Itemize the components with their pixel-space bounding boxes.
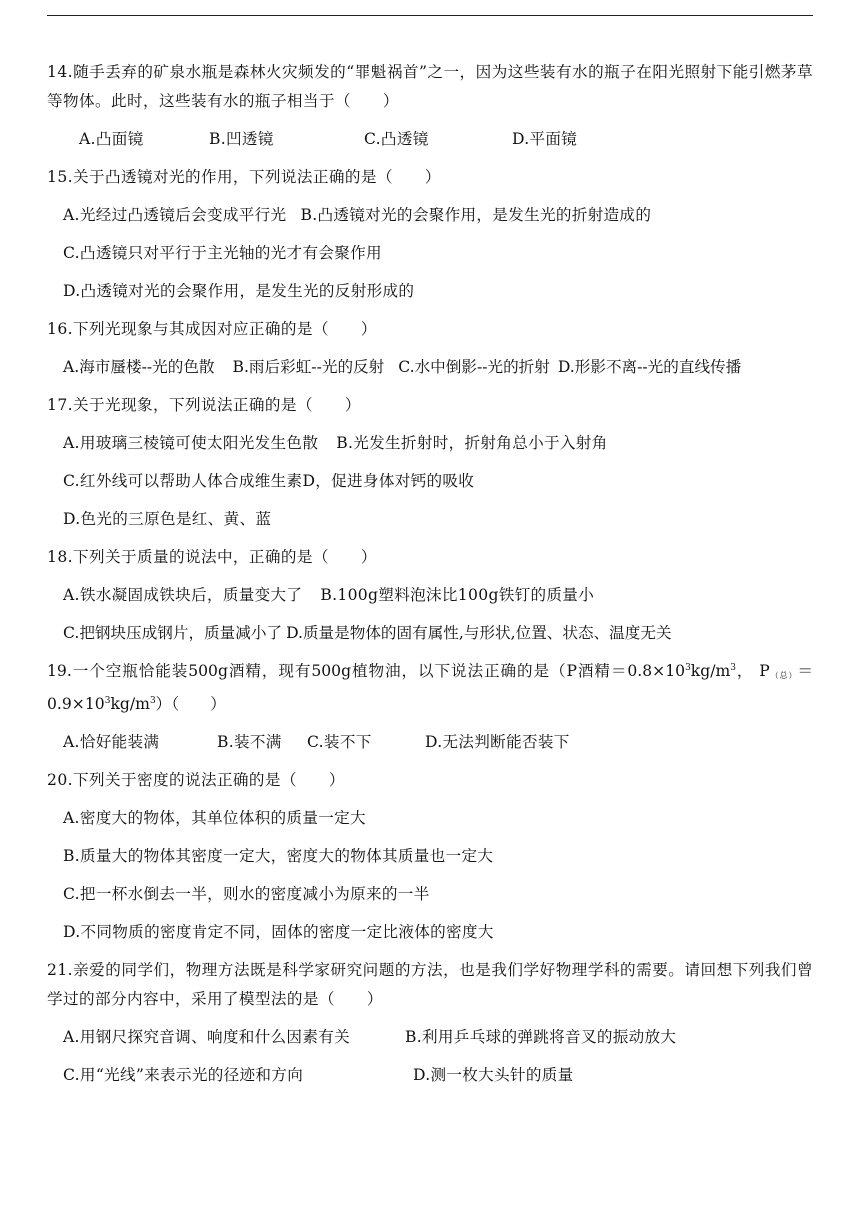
question-17-option-d-line bbox=[47, 505, 813, 534]
option-c[interactable]: C.把钢块压成钢片，质量减小了 bbox=[63, 624, 283, 642]
question-15-option-d-line bbox=[47, 277, 813, 306]
option-b[interactable]: B.利用乒乓球的弹跳将音叉的振动放大 bbox=[405, 1028, 677, 1046]
stem-part: ， P bbox=[736, 662, 770, 680]
question-19-stem bbox=[47, 657, 813, 719]
question-20-option-d-line bbox=[47, 918, 813, 947]
question-15-option-c-line bbox=[47, 239, 813, 268]
option-b[interactable]: B.100g塑料泡沫比100g铁钉的质量小 bbox=[320, 586, 595, 604]
question-21-options-cd bbox=[47, 1061, 813, 1090]
question-21-stem: 21.亲爱的同学们，物理方法既是科学家研究问题的方法，也是我们学好物理学科的需要。请回想下列我们曾学过的部分内容中，采用了模型法的是（ ） bbox=[47, 961, 813, 1008]
option-a[interactable]: A.用钢尺探究音调、响度和什么因素有关 bbox=[63, 1028, 351, 1046]
option-d[interactable]: D.无法判断能否装下 bbox=[425, 733, 570, 751]
question-20-stem: 20.下列关于密度的说法正确的是（ ） bbox=[47, 771, 345, 789]
option-d[interactable]: D.凸透镜对光的会聚作用，是发生光的反射形成的 bbox=[63, 282, 415, 300]
top-divider bbox=[47, 15, 813, 16]
question-20-option-a-line bbox=[47, 804, 813, 833]
option-b[interactable]: B.雨后彩虹--光的反射 bbox=[232, 358, 385, 376]
exponent: 3 bbox=[730, 662, 737, 673]
exponent: 3 bbox=[685, 662, 691, 673]
question-19-options bbox=[47, 728, 813, 757]
question-list bbox=[47, 58, 813, 1099]
question-18-stem: 18.下列关于质量的说法中，正确的是（ ） bbox=[47, 548, 377, 566]
option-d[interactable]: D.测一枚大头针的质量 bbox=[413, 1066, 574, 1084]
option-d[interactable]: D.质量是物体的固有属性,与形状,位置、状态、温度无关 bbox=[286, 624, 672, 642]
option-a[interactable]: A.密度大的物体，其单位体积的质量一定大 bbox=[63, 809, 366, 827]
exponent: 3 bbox=[149, 695, 156, 706]
option-d[interactable]: D.平面镜 bbox=[512, 130, 578, 148]
question-17-option-c-line bbox=[47, 467, 813, 496]
option-d[interactable]: D.不同物质的密度肯定不同，固体的密度一定比液体的密度大 bbox=[63, 923, 494, 941]
option-c[interactable]: C.用“光线”来表示光的径迹和方向 bbox=[63, 1066, 304, 1084]
option-d[interactable]: D.色光的三原色是红、黄、蓝 bbox=[63, 510, 272, 528]
stem-part: 19.一个空瓶恰能装500g酒精，现有500g植物油，以下说法正确的是（P酒精＝0.8×10 bbox=[47, 662, 686, 680]
subscript-label: （总） bbox=[769, 671, 798, 680]
option-c[interactable]: C.凸透镜 bbox=[364, 130, 429, 148]
stem-part: kg/m bbox=[110, 695, 150, 713]
option-d[interactable]: D.形影不离--光的直线传播 bbox=[557, 358, 742, 376]
question-15-options-ab bbox=[47, 201, 813, 230]
option-b[interactable]: B.凹透镜 bbox=[209, 130, 274, 148]
option-a[interactable]: A.海市蜃楼--光的色散 bbox=[63, 358, 215, 376]
question-14-options bbox=[47, 125, 813, 154]
question-20-option-c-line bbox=[47, 880, 813, 909]
question-17-options-ab bbox=[47, 429, 813, 458]
option-b[interactable]: B.质量大的物体其密度一定大，密度大的物体其质量也一定大 bbox=[63, 847, 494, 865]
question-16-options bbox=[47, 353, 813, 382]
option-a[interactable]: A.凸面镜 bbox=[79, 130, 144, 148]
option-a[interactable]: A.用玻璃三棱镜可使太阳光发生色散 bbox=[63, 434, 319, 452]
option-a[interactable]: A.铁水凝固成铁块后，质量变大了 bbox=[63, 586, 303, 604]
option-b[interactable]: B.装不满 bbox=[217, 733, 282, 751]
question-21-options-ab bbox=[47, 1023, 813, 1052]
option-c[interactable]: C.把一杯水倒去一半，则水的密度减小为原来的一半 bbox=[63, 885, 430, 903]
question-17-stem: 17.关于光现象，下列说法正确的是（ ） bbox=[47, 396, 361, 414]
stem-part: ）（ ） bbox=[155, 695, 226, 713]
stem-part: kg/m bbox=[690, 662, 731, 680]
option-c[interactable]: C.凸透镜只对平行于主光轴的光才有会聚作用 bbox=[63, 244, 382, 262]
option-a[interactable]: A.恰好能装满 bbox=[63, 733, 160, 751]
question-14-stem: 14.随手丢弃的矿泉水瓶是森林火灾频发的“罪魁祸首”之一，因为这些装有水的瓶子在阳光照射下能引燃茅草等物体。此时，这些装有水的瓶子相当于（ ） bbox=[47, 63, 813, 110]
question-15-stem: 15.关于凸透镜对光的作用，下列说法正确的是（ ） bbox=[47, 168, 441, 186]
exponent: 3 bbox=[104, 695, 111, 706]
question-18-options-cd bbox=[47, 619, 813, 648]
option-b[interactable]: B.光发生折射时，折射角总小于入射角 bbox=[336, 434, 608, 452]
option-c[interactable]: C.装不下 bbox=[307, 733, 372, 751]
question-18-options-ab bbox=[47, 581, 813, 610]
option-c[interactable]: C.水中倒影--光的折射 bbox=[398, 358, 550, 376]
option-c[interactable]: C.红外线可以帮助人体合成维生素D，促进身体对钙的吸收 bbox=[63, 472, 475, 490]
option-b[interactable]: B.凸透镜对光的会聚作用，是发生光的折射造成的 bbox=[300, 206, 652, 224]
option-a[interactable]: A.光经过凸透镜后会变成平行光 bbox=[63, 206, 287, 224]
question-20-option-b-line bbox=[47, 842, 813, 871]
question-16-stem: 16.下列光现象与其成因对应正确的是（ ） bbox=[47, 320, 377, 338]
stem-part: ＝0.9×10 bbox=[47, 662, 814, 713]
